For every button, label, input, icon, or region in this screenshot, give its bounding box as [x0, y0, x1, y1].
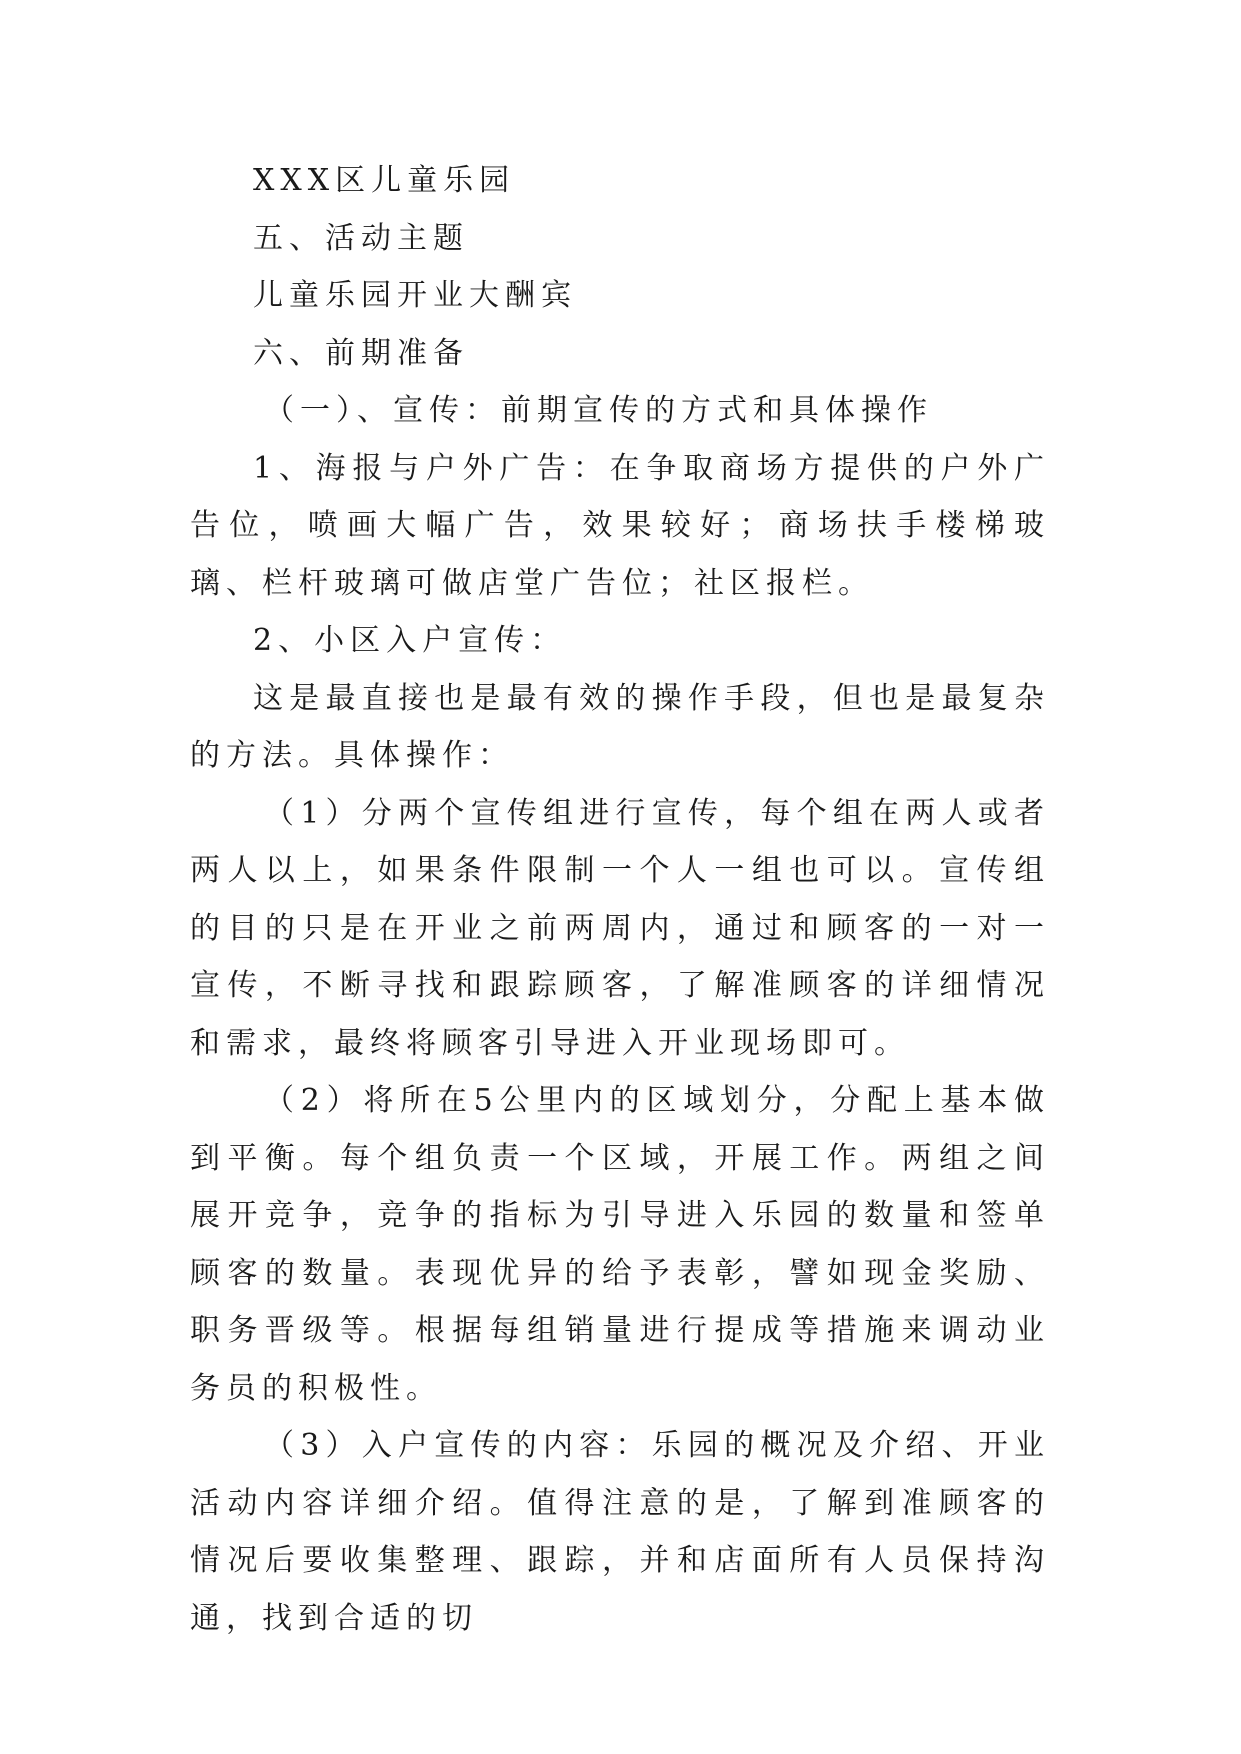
venue-name: XXX区儿童乐园 [253, 163, 516, 198]
paragraph-item-2: （2）将所在5公里内的区域划分，分配上基本做到平衡。每个组负责一个区域，开展工作。两组之间展开竞争，竞争的指标为引导进入乐园的数量和签单顾客的数量。表现优异的给予表彰，譬如现金奖励、职务晋级等。根据每组销量进行提成等措施来调动业务员的积极性。 [190, 1083, 1050, 1406]
paragraph-item-1: （1）分两个宣传组进行宣传，每个组在两人或者两人以上，如果条件限制一个人一组也可以。宣传组的目的只是在开业之前两周内，通过和顾客的一对一宣传，不断寻找和跟踪顾客，了解准顾客的详细情况和需求，最终将顾客引导进入开业现场即可。 [190, 795, 1050, 1061]
paragraph-item-3: （3）入户宣传的内容：乐园的概况及介绍、开业活动内容详细介绍。值得注意的是，了解到准顾客的情况后要收集整理、跟踪，并和店面所有人员保持沟通，找到合适的切 [190, 1428, 1050, 1636]
section-heading-preparation: 六、前期准备 [253, 335, 469, 371]
paragraph-door-to-door-intro: 这是最直接也是最有效的操作手段，但也是最复杂的方法。具体操作： [190, 680, 1050, 773]
activity-theme: 儿童乐园开业大酬宾 [253, 278, 577, 313]
section-heading-theme: 五、活动主题 [253, 220, 469, 256]
subsection-heading-publicity: （一）、宣传：前期宣传的方式和具体操作 [264, 393, 933, 428]
paragraph-posters-ads: 1、海报与户外广告：在争取商场方提供的户外广告位，喷画大幅广告，效果较好；商场扶手楼梯玻璃、栏杆玻璃可做店堂广告位；社区报栏。 [190, 450, 1050, 601]
paragraph-door-to-door-heading: 2、小区入户宣传： [253, 623, 567, 658]
document-body [190, 152, 1050, 1647]
